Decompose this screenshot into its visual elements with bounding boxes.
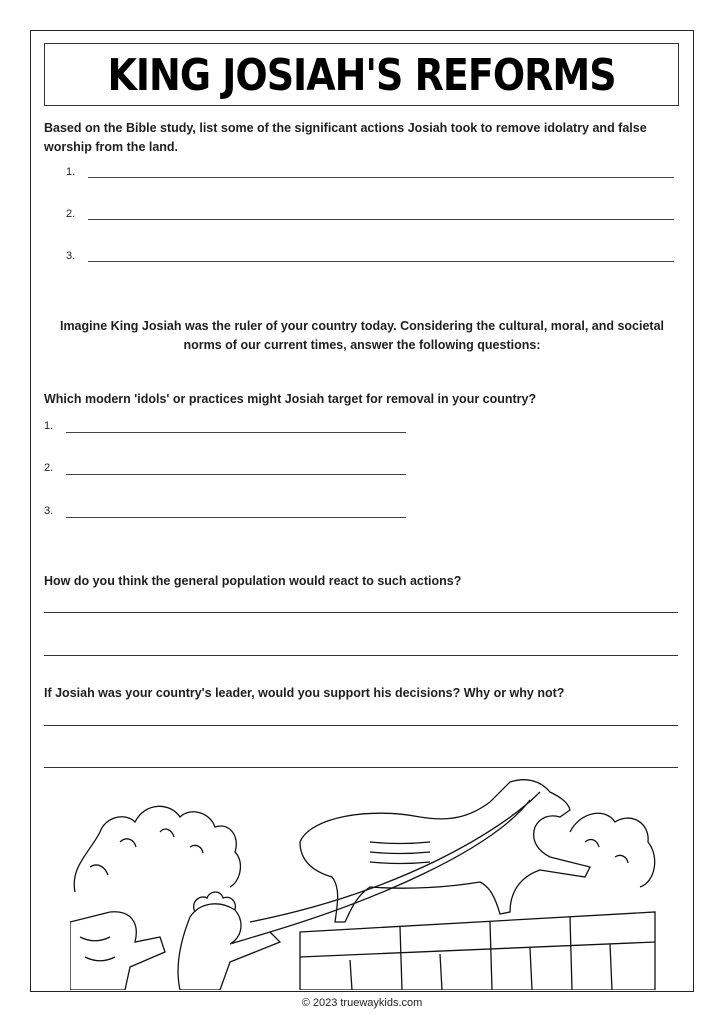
question1-number-1: 1.: [44, 420, 54, 432]
reaction-line-2[interactable]: [44, 655, 678, 656]
bush-left: [74, 806, 240, 892]
wall-blocks: [300, 917, 655, 990]
josiah-idol-illustration: [70, 772, 660, 990]
answer-line-1[interactable]: [88, 177, 674, 178]
bush-right: [570, 813, 655, 887]
idol-line-2[interactable]: [66, 474, 406, 475]
question1-number-2: 2.: [44, 462, 54, 474]
stone-wall: [300, 912, 655, 990]
rope-2: [270, 800, 530, 932]
reaction-line-1[interactable]: [44, 612, 678, 613]
question3-prompt: If Josiah was your country's leader, would you support his decisions? Why or why not?: [44, 686, 565, 700]
figure-helper-detail: [80, 937, 115, 961]
section1-number-2: 2.: [66, 208, 76, 220]
section1-number-3: 3.: [66, 250, 76, 262]
page-title: KING JOSIAH'S REFORMS: [107, 49, 616, 100]
intro-text: Imagine King Josiah was the ruler of your country today. Considering the cultural, moral, and societal norms of our current times, answer the following questions:: [59, 319, 665, 352]
figure-josiah: [178, 904, 280, 990]
bush-left-detail: [90, 829, 203, 875]
title-box: [44, 43, 679, 106]
figure-hair: [194, 892, 236, 912]
answer-line-2[interactable]: [88, 219, 674, 220]
question1-prompt: Which modern 'idols' or practices might Josiah target for removal in your country?: [44, 392, 537, 406]
question1-number-3: 3.: [44, 505, 54, 517]
copyright-footer: © 2023 truewaykids.com: [301, 997, 423, 1009]
idol-statue-stripes: [370, 842, 430, 864]
section1-prompt: Based on the Bible study, list some of the significant actions Josiah took to remove idolatry and false worship from the land.: [44, 121, 647, 154]
question2-prompt: How do you think the general population would react to such actions?: [44, 574, 462, 588]
idol-line-3[interactable]: [66, 517, 406, 518]
idol-line-1[interactable]: [66, 432, 406, 433]
support-line-1[interactable]: [44, 725, 678, 726]
bush-right-detail: [585, 840, 628, 863]
answer-line-3[interactable]: [88, 261, 674, 262]
support-line-2[interactable]: [44, 767, 678, 768]
idol-statue-body: [300, 780, 590, 922]
figure-helper: [70, 912, 165, 990]
section1-number-1: 1.: [66, 166, 76, 178]
